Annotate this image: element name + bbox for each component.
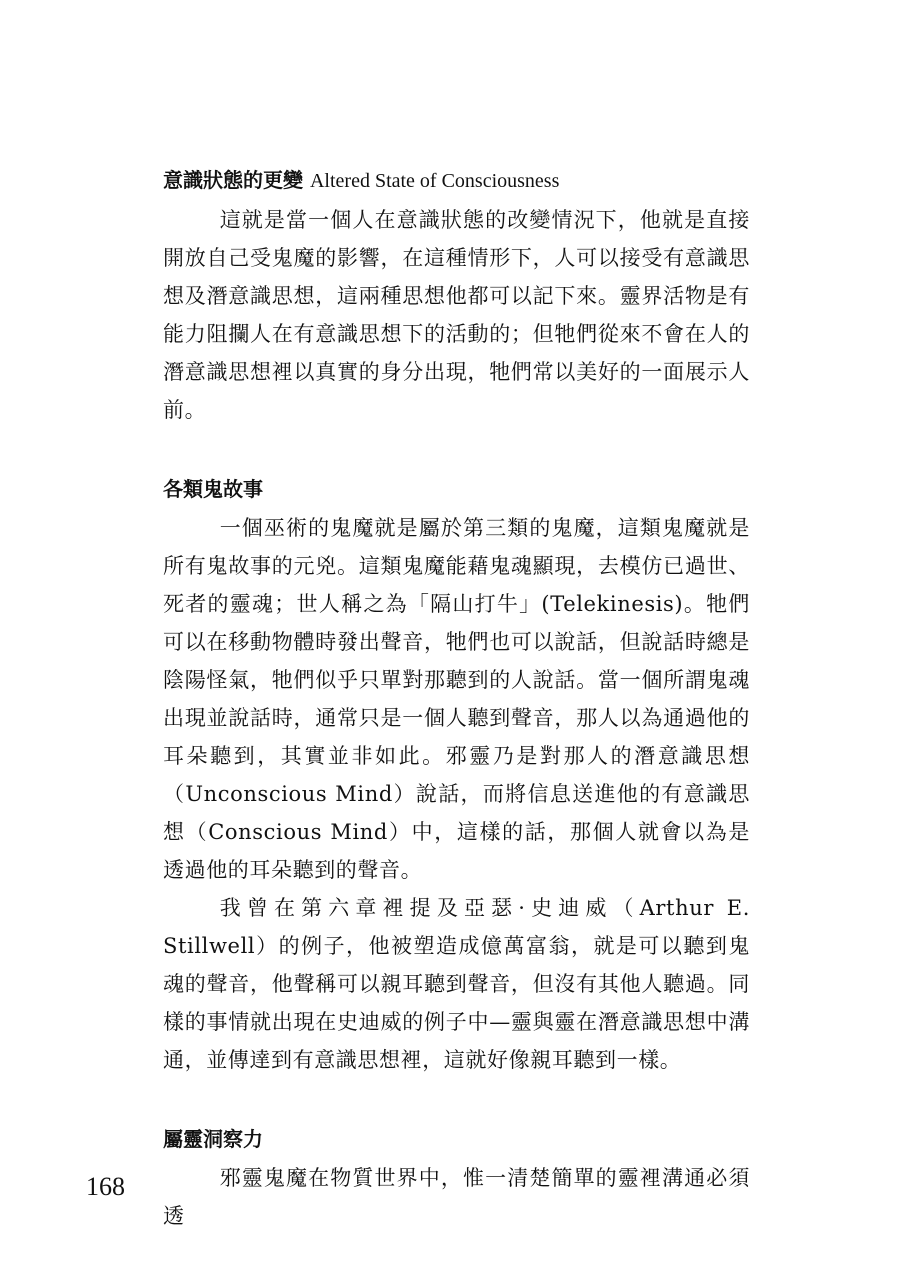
body-paragraph: 邪靈鬼魔在物質世界中，惟一清楚簡單的靈裡溝通必須透 (163, 1166, 750, 1228)
section-heading-text: 意識狀態的更變 (163, 168, 303, 192)
section-spacer (163, 1079, 750, 1121)
body-paragraph: 一個巫術的鬼魔就是屬於第三類的鬼魔，這類鬼魔就是所有鬼故事的元兇。這類鬼魔能藉鬼魂顯現，去模仿已過世、死者的靈魂；世人稱之為「隔山打牛」(Telekinesis)。牠們可以在移動物體時發出聲音，牠們也可以說話，但說話時總是陰陽怪氣，牠們似乎只單對那聽到的人說話。當一個所謂鬼魂出現並說話時，通常只是一個人聽到聲音，那人以為通過他的耳朵聽到，其實並非如此。邪靈乃是對那人的潛意識思想（Unconscious Mind）說話，而將信息送進他的有意識思想（Conscious Mind）中，這樣的話，那個人就會以為是透過他的耳朵聽到的聲音。 (163, 516, 750, 882)
section-heading-english: Altered State of Consciousness (309, 170, 560, 192)
page-number: 168 (86, 1172, 125, 1201)
section-spacer (163, 429, 750, 471)
section-heading-spiritual-insight: 屬靈洞察力 (163, 1127, 263, 1151)
section-heading-altered-state (163, 162, 750, 199)
body-paragraph: 這就是當一個人在意識狀態的改變情況下，他就是直接開放自己受鬼魔的影響，在這種情形下，人可以接受有意識思想及潛意識思想，這兩種思想他都可以記下來。靈界活物是有能力阻攔人在有意識思想下的活動的；但牠們從來不會在人的潛意識思想裡以真實的身分出現，牠們常以美好的一面展示人前。 (163, 208, 750, 422)
body-paragraph: 我曾在第六章裡提及亞瑟·史迪威（Arthur E. Stillwell）的例子，他被塑造成億萬富翁，就是可以聽到鬼魂的聲音，他聲稱可以親耳聽到聲音，但沒有其他人聽過。同樣的事情就出現在史迪威的例子中—靈與靈在潛意識思想中溝通，並傳達到有意識思想裡，這就好像親耳聽到一樣。 (163, 896, 750, 1072)
section-heading-ghost-stories: 各類鬼故事 (163, 477, 263, 501)
page-content (163, 162, 750, 1235)
